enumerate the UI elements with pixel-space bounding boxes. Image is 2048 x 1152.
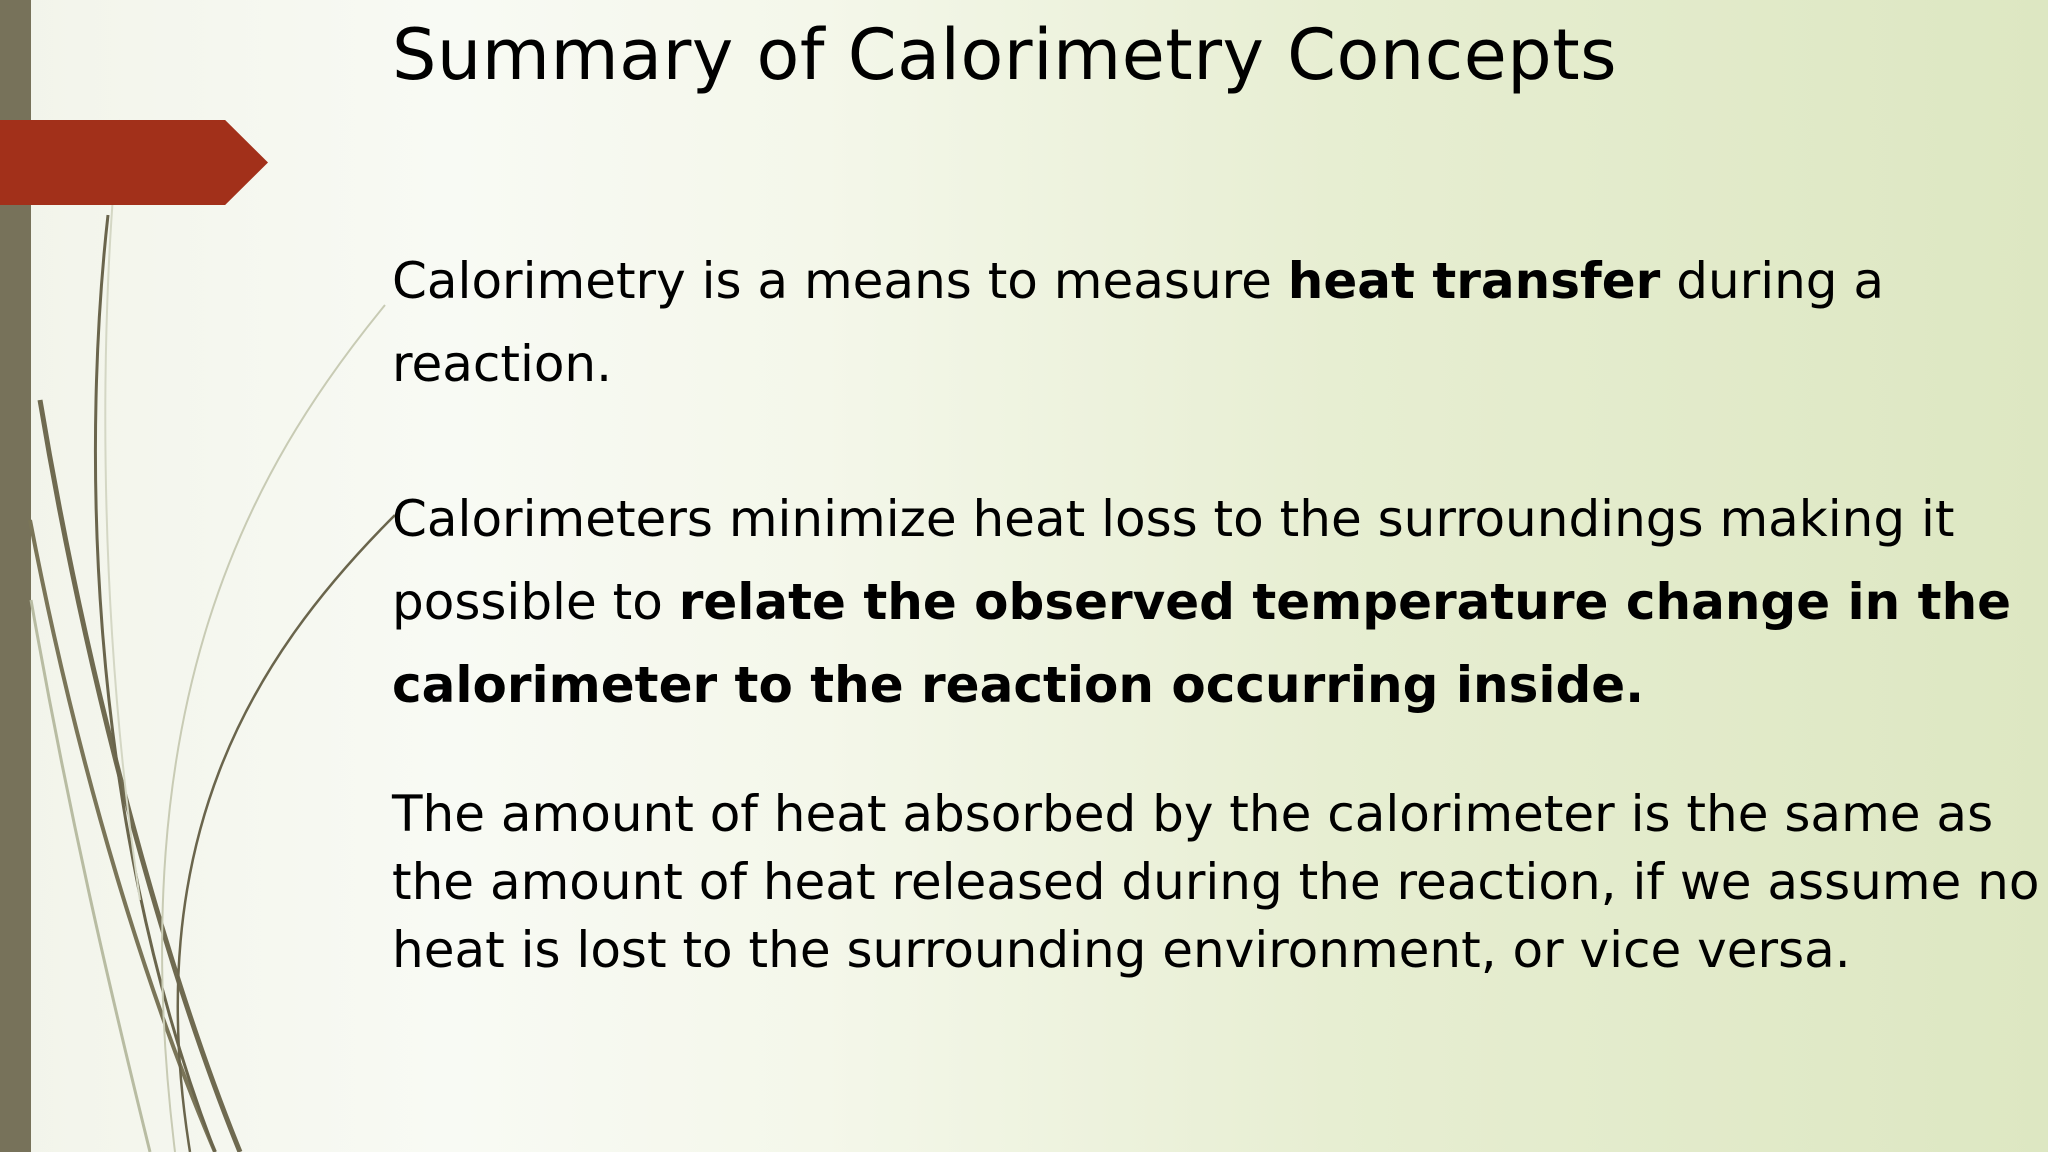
paragraph-text: Calorimetry is a means to measure: [392, 252, 1288, 310]
paragraph-text: during a reaction.: [392, 252, 1885, 393]
paragraph-bold-text: heat transfer: [1287, 252, 1661, 310]
paragraph-heat-absorbed: [392, 780, 2042, 984]
paragraph-calorimeters: [392, 478, 2022, 727]
paragraph-calorimetry-definition: [392, 240, 2012, 406]
slide-title: Summary of Calorimetry Concepts: [392, 14, 1618, 96]
paragraph-text: Calorimeters minimize heat loss to the surroundings making it possible to: [392, 490, 1955, 631]
paragraph-text: The amount of heat absorbed by the calorimeter is the same as the amount of heat released during the reaction, if we assume no heat is lost to the surrounding environment, or vice versa.: [392, 785, 2040, 979]
paragraph-bold-text: relate the observed temperature change in the calorimeter to the reaction occurring inside.: [392, 573, 2012, 714]
red-arrow-tab: [0, 120, 268, 205]
